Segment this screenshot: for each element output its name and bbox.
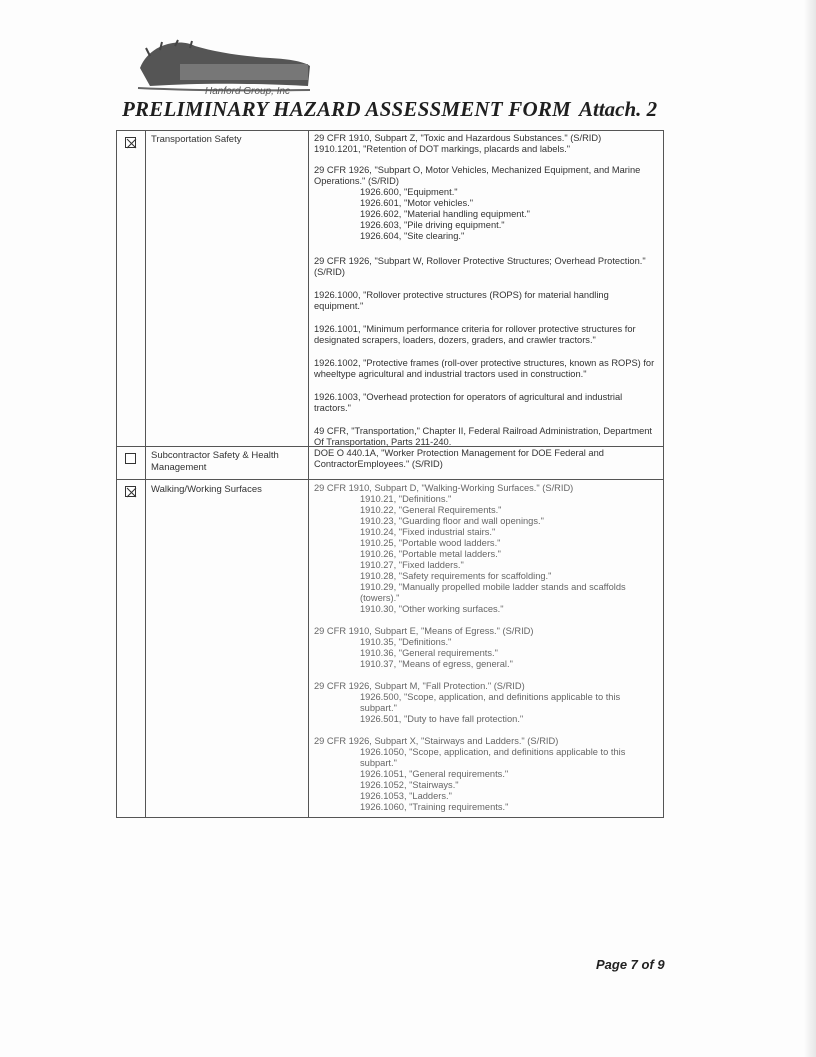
reference-line: 29 CFR 1910, Subpart D, "Walking-Working Surfaces." (S/RID) xyxy=(314,483,574,493)
reference-line: 1926.1003, "Overhead protection for operators of agricultural and industrial tractors." xyxy=(314,392,623,413)
page-number: Page 7 of 9 xyxy=(596,957,665,972)
references-cell xyxy=(314,483,659,813)
reference-line: 1926.602, "Material handling equipment." xyxy=(360,209,530,219)
reference-line: 1910.1201, "Retention of DOT markings, placards and labels." xyxy=(314,144,571,154)
reference-line: 1926.600, "Equipment." xyxy=(360,187,458,197)
reference-line: 1926.1000, "Rollover protective structures (ROPS) for material handling equipment." xyxy=(314,290,609,311)
checkbox-walking-working-surfaces[interactable] xyxy=(125,486,136,497)
reference-line: 1926.1060, "Training requirements." xyxy=(360,802,509,812)
reference-line: 29 CFR 1926, Subpart X, "Stairways and Ladders." (S/RID) xyxy=(314,736,559,746)
table-border xyxy=(116,130,664,131)
reference-line: 29 CFR 1926, "Subpart W, Rollover Protective Structures; Overhead Protection."(S/RID) xyxy=(314,256,646,277)
column-divider xyxy=(145,130,146,818)
reference-line: 29 CFR 1926, Subpart M, "Fall Protection." (S/RID) xyxy=(314,681,525,691)
category-label: Transportation Safety xyxy=(151,134,242,145)
reference-line: 1926.1053, "Ladders." xyxy=(360,791,452,801)
attachment-label: Attach. 2 xyxy=(579,97,658,121)
checked-mark-icon xyxy=(126,138,137,149)
form-title: PRELIMINARY HAZARD ASSESSMENT FORM xyxy=(122,97,571,121)
table-border xyxy=(663,130,664,818)
category-label: Subcontractor Safety & Health Management xyxy=(151,450,279,473)
reference-line: 1926.1001, "Minimum performance criteria for rollover protective structures for designated scrapers, loaders, dozers, graders, and crawler tractors." xyxy=(314,324,636,345)
reference-line: 1926.1002, "Protective frames (roll-over protective structures, known as ROPS) for wheeltype agricultural and industrial tractors used in construction." xyxy=(314,358,655,379)
reference-line: 1926.604, "Site clearing." xyxy=(360,231,465,241)
category-label: Walking/Working Surfaces xyxy=(151,484,262,495)
reference-line: 1910.24, "Fixed industrial stairs." xyxy=(360,527,496,537)
reference-line: 1910.37, "Means of egress, general." xyxy=(360,659,513,669)
row-divider xyxy=(116,479,664,480)
reference-line: 1926.603, "Pile driving equipment." xyxy=(360,220,505,230)
company-caption: Hanford Group, Inc xyxy=(205,86,291,97)
reference-line: 1926.501, "Duty to have fall protection." xyxy=(360,714,524,724)
reference-line: 1910.26, "Portable metal ladders." xyxy=(360,549,501,559)
reference-line: 1910.28, "Safety requirements for scaffolding." xyxy=(360,571,552,581)
column-divider xyxy=(308,130,309,818)
checkbox-subcontractor-safety[interactable] xyxy=(125,453,136,464)
reference-line: 1910.36, "General requirements." xyxy=(360,648,498,658)
reference-line: 1910.21, "Definitions." xyxy=(360,494,452,504)
checked-mark-icon xyxy=(126,487,137,498)
reference-line: 1926.1050, "Scope, application, and definitions applicable to this subpart." xyxy=(360,747,626,768)
reference-line: 1910.22, "General Requirements." xyxy=(360,505,502,515)
table-border xyxy=(116,130,117,818)
reference-line: 1910.30, "Other working surfaces." xyxy=(360,604,504,614)
reference-line: 29 CFR 1910, Subpart E, "Means of Egress." (S/RID) xyxy=(314,626,534,636)
reference-line: 29 CFR 1926, "Subpart O, Motor Vehicles, Mechanized Equipment, and Marine Operations." (S/RID) xyxy=(314,165,641,186)
table-border xyxy=(116,817,664,818)
reference-line: 1910.27, "Fixed ladders." xyxy=(360,560,464,570)
reference-line: 1926.601, "Motor vehicles." xyxy=(360,198,474,208)
reference-line: 29 CFR 1910, Subpart Z, "Toxic and Hazardous Substances." (S/RID) xyxy=(314,133,602,143)
reference-line: DOE O 440.1A, "Worker Protection Management for DOE Federal and ContractorEmployees." (S/RID) xyxy=(314,448,604,469)
reference-line: 1910.25, "Portable wood ladders." xyxy=(360,538,501,548)
checkbox-transportation-safety[interactable] xyxy=(125,137,136,148)
reference-line: 1910.35, "Definitions." xyxy=(360,637,452,647)
reference-line: 1926.1052, "Stairways." xyxy=(360,780,459,790)
reference-line: 1926.1051, "General requirements." xyxy=(360,769,509,779)
reference-line: 1910.23, "Guarding floor and wall openings." xyxy=(360,516,544,526)
hazard-table xyxy=(116,130,664,818)
reference-line: 1926.500, "Scope, application, and definitions applicable to this subpart." xyxy=(360,692,621,713)
reference-line: 49 CFR, "Transportation," Chapter II, Federal Railroad Administration, Department Of Transportation, Parts 211-240. xyxy=(314,426,652,447)
references-cell xyxy=(314,133,659,448)
reference-line: 1910.29, "Manually propelled mobile ladder stands and scaffolds (towers)." xyxy=(360,582,626,603)
references-cell xyxy=(314,448,659,470)
page-edge-shadow xyxy=(804,0,816,1057)
